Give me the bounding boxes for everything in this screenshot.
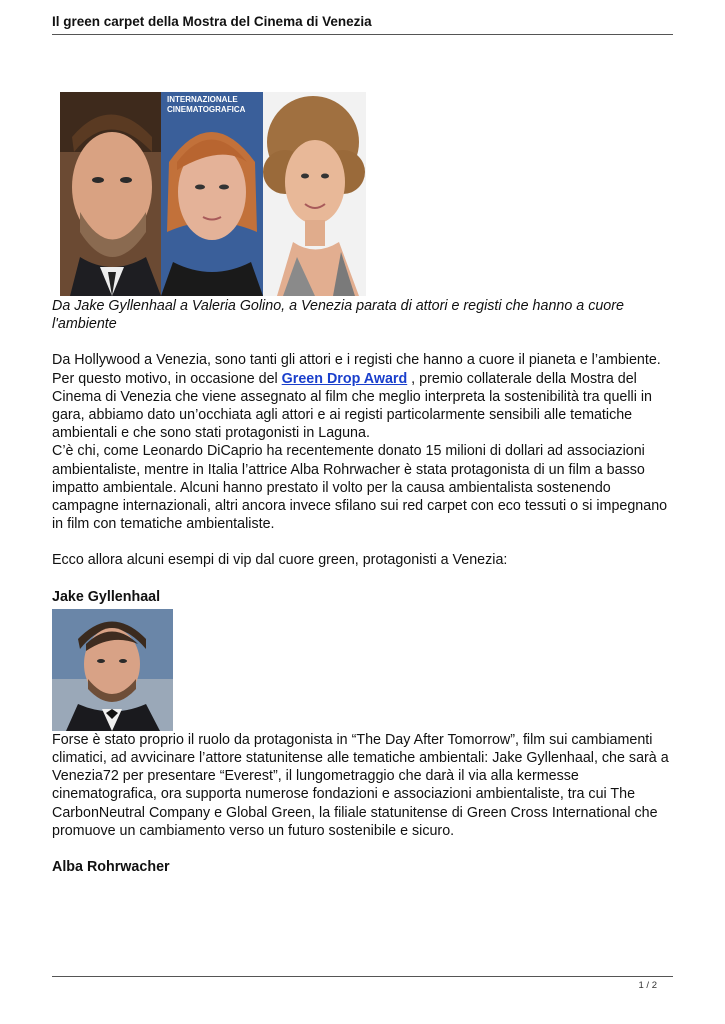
page-number: 1 / 2 [638, 980, 657, 991]
green-drop-award-link[interactable]: Green Drop Award [281, 370, 408, 387]
article-paragraph-1 [52, 351, 677, 442]
page-title: Il green carpet della Mostra del Cinema di Venezia [52, 14, 372, 29]
banner-text-2: CINEMATOGRAFICA [167, 105, 246, 114]
paragraph-1-text-a: Da Hollywood a Venezia, sono tanti gli attori e i registi che hanno a cuore il pianeta e l’ambiente. Per questo motivo, in occasione del [52, 352, 661, 387]
actor-photo-2 [161, 92, 263, 296]
section-title-alba: Alba Rohrwacher [52, 859, 170, 876]
jake-gyllenhaal-photo [52, 609, 173, 731]
page-header [52, 14, 673, 35]
article-paragraph-3: Ecco allora alcuni esempi di vip dal cuore green, protagonisti a Venezia: [52, 552, 508, 569]
actor-photo-3 [263, 92, 366, 296]
hero-caption: Da Jake Gyllenhaal a Valeria Golino, a Venezia parata di attori e registi che hanno a cuore l'ambiente [52, 298, 624, 333]
article-paragraph-2: C’è chi, come Leonardo DiCaprio ha recentemente donato 15 milioni di dollari ad associazioni ambientaliste, mentre in Italia l’attrice Alba Rohrwacher è stata protagonista di un film a basso impatto ambientale. Alcuni hanno prestato il volto per la causa ambientalista sostenendo campagne internazionali, altri ancora invece sfilano sui red carpet con eco tessuti o si impegnano in film con tematiche ambientaliste. [52, 443, 668, 533]
hero-photo [60, 92, 366, 296]
actor-photo-1 [60, 92, 161, 296]
section-text-jake: Forse è stato proprio il ruolo da protagonista in “The Day After Tomorrow”, film sui cambiamenti climatici, ad avvicinare l’attore statunitense alle tematiche ambientali: Jake Gyllenhaal, che sarà a Venezia72 per presentare “Everest”, il lungometraggio che darà il via alla kermesse cinematografica, ora supporta numerose fondazioni e associazioni ambientaliste, tra cui The CarbonNeutral Company e Global Green, la filiale statunitense di Green Cross International che promuove un cambiamento verso un futuro sostenibile e sicuro. [52, 731, 669, 839]
article-content [52, 92, 677, 876]
banner-text-1: INTERNAZIONALE [167, 95, 238, 104]
paragraph-1-text-b: , premio collaterale della Mostra del Cinema di Venezia che viene assegnato al film che meglio interpreta la sostenibilità tra quelli in gara, abbiamo dato un’occhiata agli attori e ai registi particolarmente sensibili alle tematiche ambientali e che sono stati protagonisti in Laguna. [52, 370, 653, 442]
section-title-jake: Jake Gyllenhaal [52, 588, 161, 605]
page-footer [52, 976, 673, 991]
